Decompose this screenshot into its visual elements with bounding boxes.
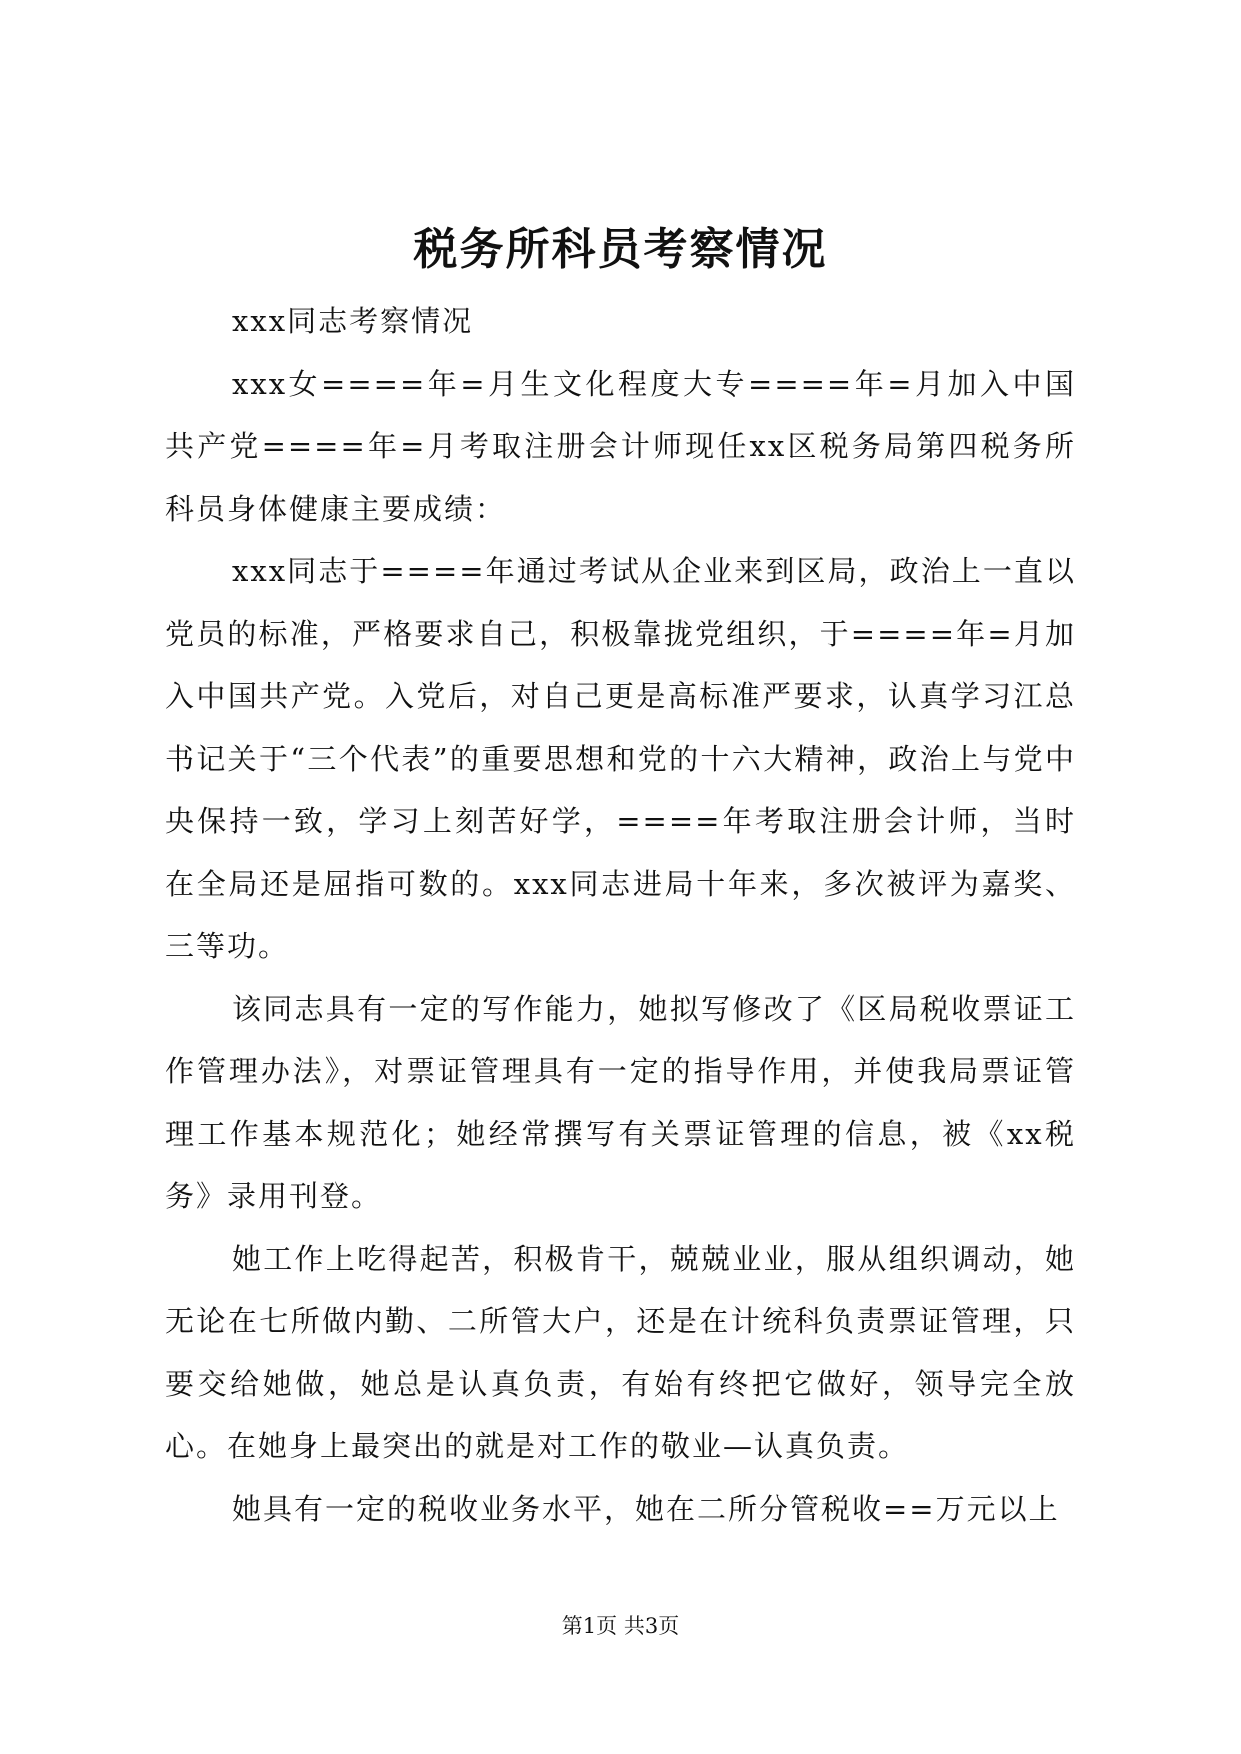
paragraph: xxx同志考察情况	[232, 304, 474, 338]
paragraph: 她具有一定的税收业务水平，她在二所分管税收==万元以上	[232, 1491, 1060, 1526]
paragraph: xxx女====年=月生文化程度大专====年=月加入中国共产党====年=月考取注册会计师现任xx区税务局第四税务所科员身体健康主要成绩：	[165, 366, 1076, 526]
paragraph: 她工作上吃得起苦，积极肯干，兢兢业业，服从组织调动，她无论在七所做内勤、二所管大户，还是在计统科负责票证管理，只要交给她做，她总是认真负责，有始有终把它做好，领导完全放心。在她身上最突出的就是对工作的敬业—认真负责。	[165, 1241, 1076, 1463]
paragraph: 该同志具有一定的写作能力，她拟写修改了《区局税收票证工作管理办法》，对票证管理具有一定的指导作用，并使我局票证管理工作基本规范化；她经常撰写有关票证管理的信息，被《xx税务》录用刊登。	[165, 991, 1076, 1213]
document-body	[165, 290, 1076, 1540]
document-title: 税务所科员考察情况	[413, 224, 828, 275]
page-number-footer: 第1页 共3页	[561, 1614, 680, 1638]
paragraph: xxx同志于====年通过考试从企业来到区局，政治上一直以党员的标准，严格要求自己，积极靠拢党组织，于====年=月加入中国共产党。入党后，对自己更是高标准严要求，认真学习江总书记关于“三个代表”的重要思想和党的十六大精神，政治上与党中央保持一致，学习上刻苦好学，====年考取注册会计师，当时在全局还是屈指可数的。xxx同志进局十年来，多次被评为嘉奖、三等功。	[165, 554, 1076, 963]
